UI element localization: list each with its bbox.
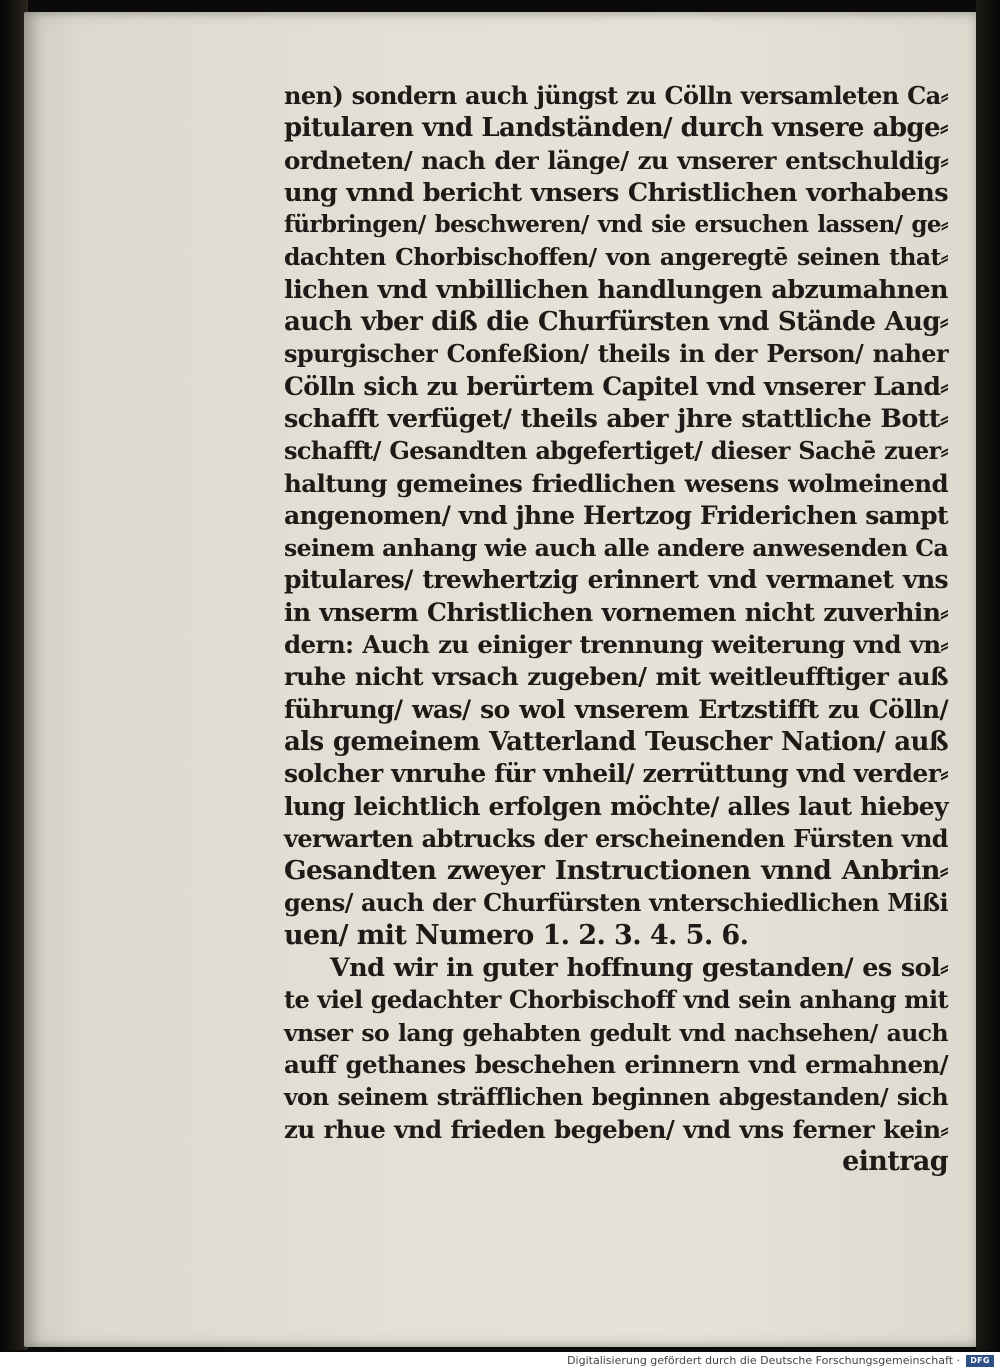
text-line: auff gethanes beschehen erinnern vnd ermahnen/ — [284, 1049, 948, 1079]
text-line: von seinem sträfflichen beginnen abgestanden/ sich — [284, 1083, 948, 1112]
text-line: führung/ was/ so wol vnserem Ertzstifft zu Cölln/ — [284, 694, 948, 724]
text-line: auch vber diß die Churfürsten vnd Stände Aug⸗ — [284, 307, 948, 338]
text-line: zu rhue vnd frieden begeben/ vnd vns ferner kein⸗ — [284, 1114, 948, 1144]
text-line: schafft verfüget/ theils aber jhre stattliche Bott⸗ — [284, 403, 948, 434]
text-line: nen) sondern auch jüngst zu Cölln versamleten Ca⸗ — [284, 81, 948, 110]
text-line: pitulares/ trewhertzig erinnert vnd vermanet vns — [284, 565, 948, 595]
text-line: ung vnnd bericht vnsers Christlichen vorhabens — [284, 177, 948, 208]
dfg-logo[interactable]: DFG — [966, 1355, 994, 1367]
text-line: pitularen vnd Landständen/ durch vnsere abge⸗ — [284, 113, 948, 144]
text-line: schafft/ Gesandten abgefertiget/ dieser Sachē zuer⸗ — [284, 436, 948, 466]
body-text — [284, 80, 954, 1178]
text-line: uen/ mit Numero 1. 2. 3. 4. 5. 6. — [284, 919, 749, 951]
page-edge-right — [976, 0, 1000, 1350]
text-line: als gemeinem Vatterland Teuscher Nation/ auß — [284, 726, 948, 757]
text-line: Gesandten zweyer Instructionen vnnd Anbrin⸗ — [284, 855, 948, 887]
text-line: spurgischer Confeßion/ theils in der Person/ naher — [284, 339, 948, 369]
text-line: ordneten/ nach der länge/ zu vnserer entschuldig⸗ — [284, 145, 948, 175]
catchword: eintrag — [842, 1145, 948, 1177]
text-line: fürbringen/ beschweren/ vnd sie ersuchen lassen/ ge⸗ — [284, 211, 948, 239]
text-line: dern: Auch zu einiger trennung weiterung vnd vn⸗ — [284, 630, 948, 660]
text-line: ruhe nicht vrsach zugeben/ mit weitleufftiger auß — [284, 662, 948, 692]
text-line: angenomen/ vnd jhne Hertzog Friderichen sampt — [284, 500, 948, 530]
text-line: vnser so lang gehabten gedult vnd nachsehen/ auch — [284, 1018, 948, 1047]
text-line: te viel gedachter Chorbischoff vnd sein anhang mit — [284, 985, 948, 1015]
text-line: in vnserm Christlichen vornemen nicht zuverhin⸗ — [284, 597, 948, 627]
text-line: lichen vnd vnbillichen handlungen abzumahnen — [284, 274, 948, 305]
text-line: seinem anhang wie auch alle andere anwesenden Ca — [284, 534, 948, 563]
text-line: haltung gemeines friedlichen wesens wolmeinend — [284, 468, 948, 498]
text-line: Cölln sich zu berürtem Capitel vnd vnserer Land⸗ — [284, 371, 948, 401]
text-line: solcher vnruhe für vnheil/ zerrüttung vnd verder⸗ — [284, 759, 948, 789]
footer-bar — [0, 1352, 1000, 1370]
funding-credit: Digitalisierung gefördert durch die Deutsche Forschungsgemeinschaft · — [567, 1354, 960, 1367]
text-line: Vnd wir in guter hoffnung gestanden/ es sol⸗ — [330, 953, 948, 984]
text-line: lung leichtlich erfolgen möchte/ alles laut hiebey — [284, 791, 948, 821]
text-line: gens/ auch der Churfürsten vnterschiedlichen Mißi — [284, 888, 948, 918]
text-line: dachten Chorbischoffen/ von angeregtē seinen that⸗ — [284, 243, 948, 272]
text-line: verwarten abtrucks der erscheinenden Fürsten vnd — [284, 823, 948, 853]
